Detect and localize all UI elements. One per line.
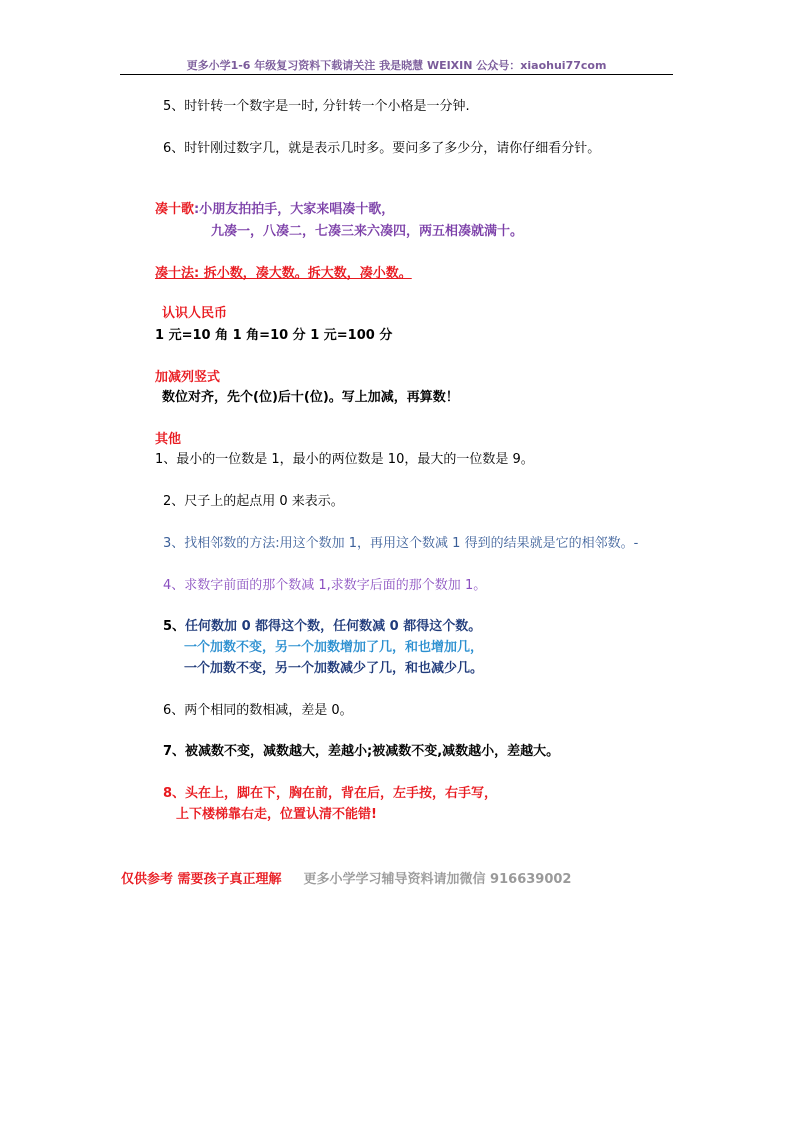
other-item-2: 2、尺子上的起点用 0 来表示。 — [163, 494, 344, 509]
couten-method: 凑十法: 拆小数，凑大数。拆大数，凑小数。 — [155, 266, 412, 281]
other-item-8-line-2: 上下楼梯靠右走，位置认清不能错! — [176, 807, 377, 822]
rmb-rule: 1 元=10 角 1 角=10 分 1 元=100 分 — [155, 328, 393, 343]
couten-song-label: 凑十歌 — [155, 202, 195, 217]
other-item-5-line-1 — [163, 619, 481, 635]
other-item-5-line-3: 一个加数不变，另一个加数减少了几，和也减少几。 — [184, 661, 484, 676]
other-item-5-text: 任何数加 0 都得这个数，任何数减 0 都得这个数。 — [185, 619, 482, 634]
other-item-8-line-1: 8、头在上，脚在下，胸在前，背在后，左手按，右手写， — [163, 786, 498, 801]
other-item-5-num: 5、 — [163, 619, 186, 634]
clock-rule-5: 5、时针转一个数字是一时, 分针转一个小格是一分钟. — [163, 99, 470, 114]
other-item-4: 4、求数字前面的那个数减 1,求数字后面的那个数加 1。 — [163, 578, 487, 593]
couten-song-line-2: 九凑一，八凑二，七凑三来六凑四，两五相凑就满十。 — [211, 224, 524, 239]
footer-contact: 更多小学学习辅导资料请加微信 916639002 — [303, 872, 572, 887]
footer-note: 仅供参考 需要孩子真正理解 — [121, 872, 282, 887]
clock-rule-6: 6、时针刚过数字几，就是表示几时多。要问多了多少分，请你仔细看分针。 — [163, 141, 601, 156]
couten-song-text-1: :小朋友拍拍手，大家来唱凑十歌， — [194, 202, 395, 217]
other-item-1: 1、最小的一位数是 1，最小的两位数是 10，最大的一位数是 9。 — [155, 452, 534, 467]
other-item-7: 7、被减数不变，减数越大，差越小;被减数不变,减数越小，差越大。 — [163, 744, 560, 759]
vertical-title: 加减列竖式 — [155, 370, 221, 385]
other-item-3: 3、找相邻数的方法:用这个数加 1，再用这个数减 1 得到的结果就是它的相邻数。- — [163, 536, 639, 551]
other-title: 其他 — [155, 432, 182, 447]
header-rule — [120, 74, 673, 75]
page-footer — [121, 868, 571, 887]
other-item-5-line-2: 一个加数不变，另一个加数增加了几，和也增加几， — [184, 640, 484, 655]
vertical-rule: 数位对齐，先个(位)后十(位)。写上加减，再算数！ — [162, 390, 459, 405]
other-item-6: 6、两个相同的数相减，差是 0。 — [163, 703, 353, 718]
rmb-title: 认识人民币 — [162, 306, 228, 321]
couten-song-line-1 — [155, 202, 394, 218]
page-header: 更多小学1-6 年级复习资料下载请关注 我是晓慧 WEIXIN 公众号：xiaohui77com — [186, 59, 607, 72]
